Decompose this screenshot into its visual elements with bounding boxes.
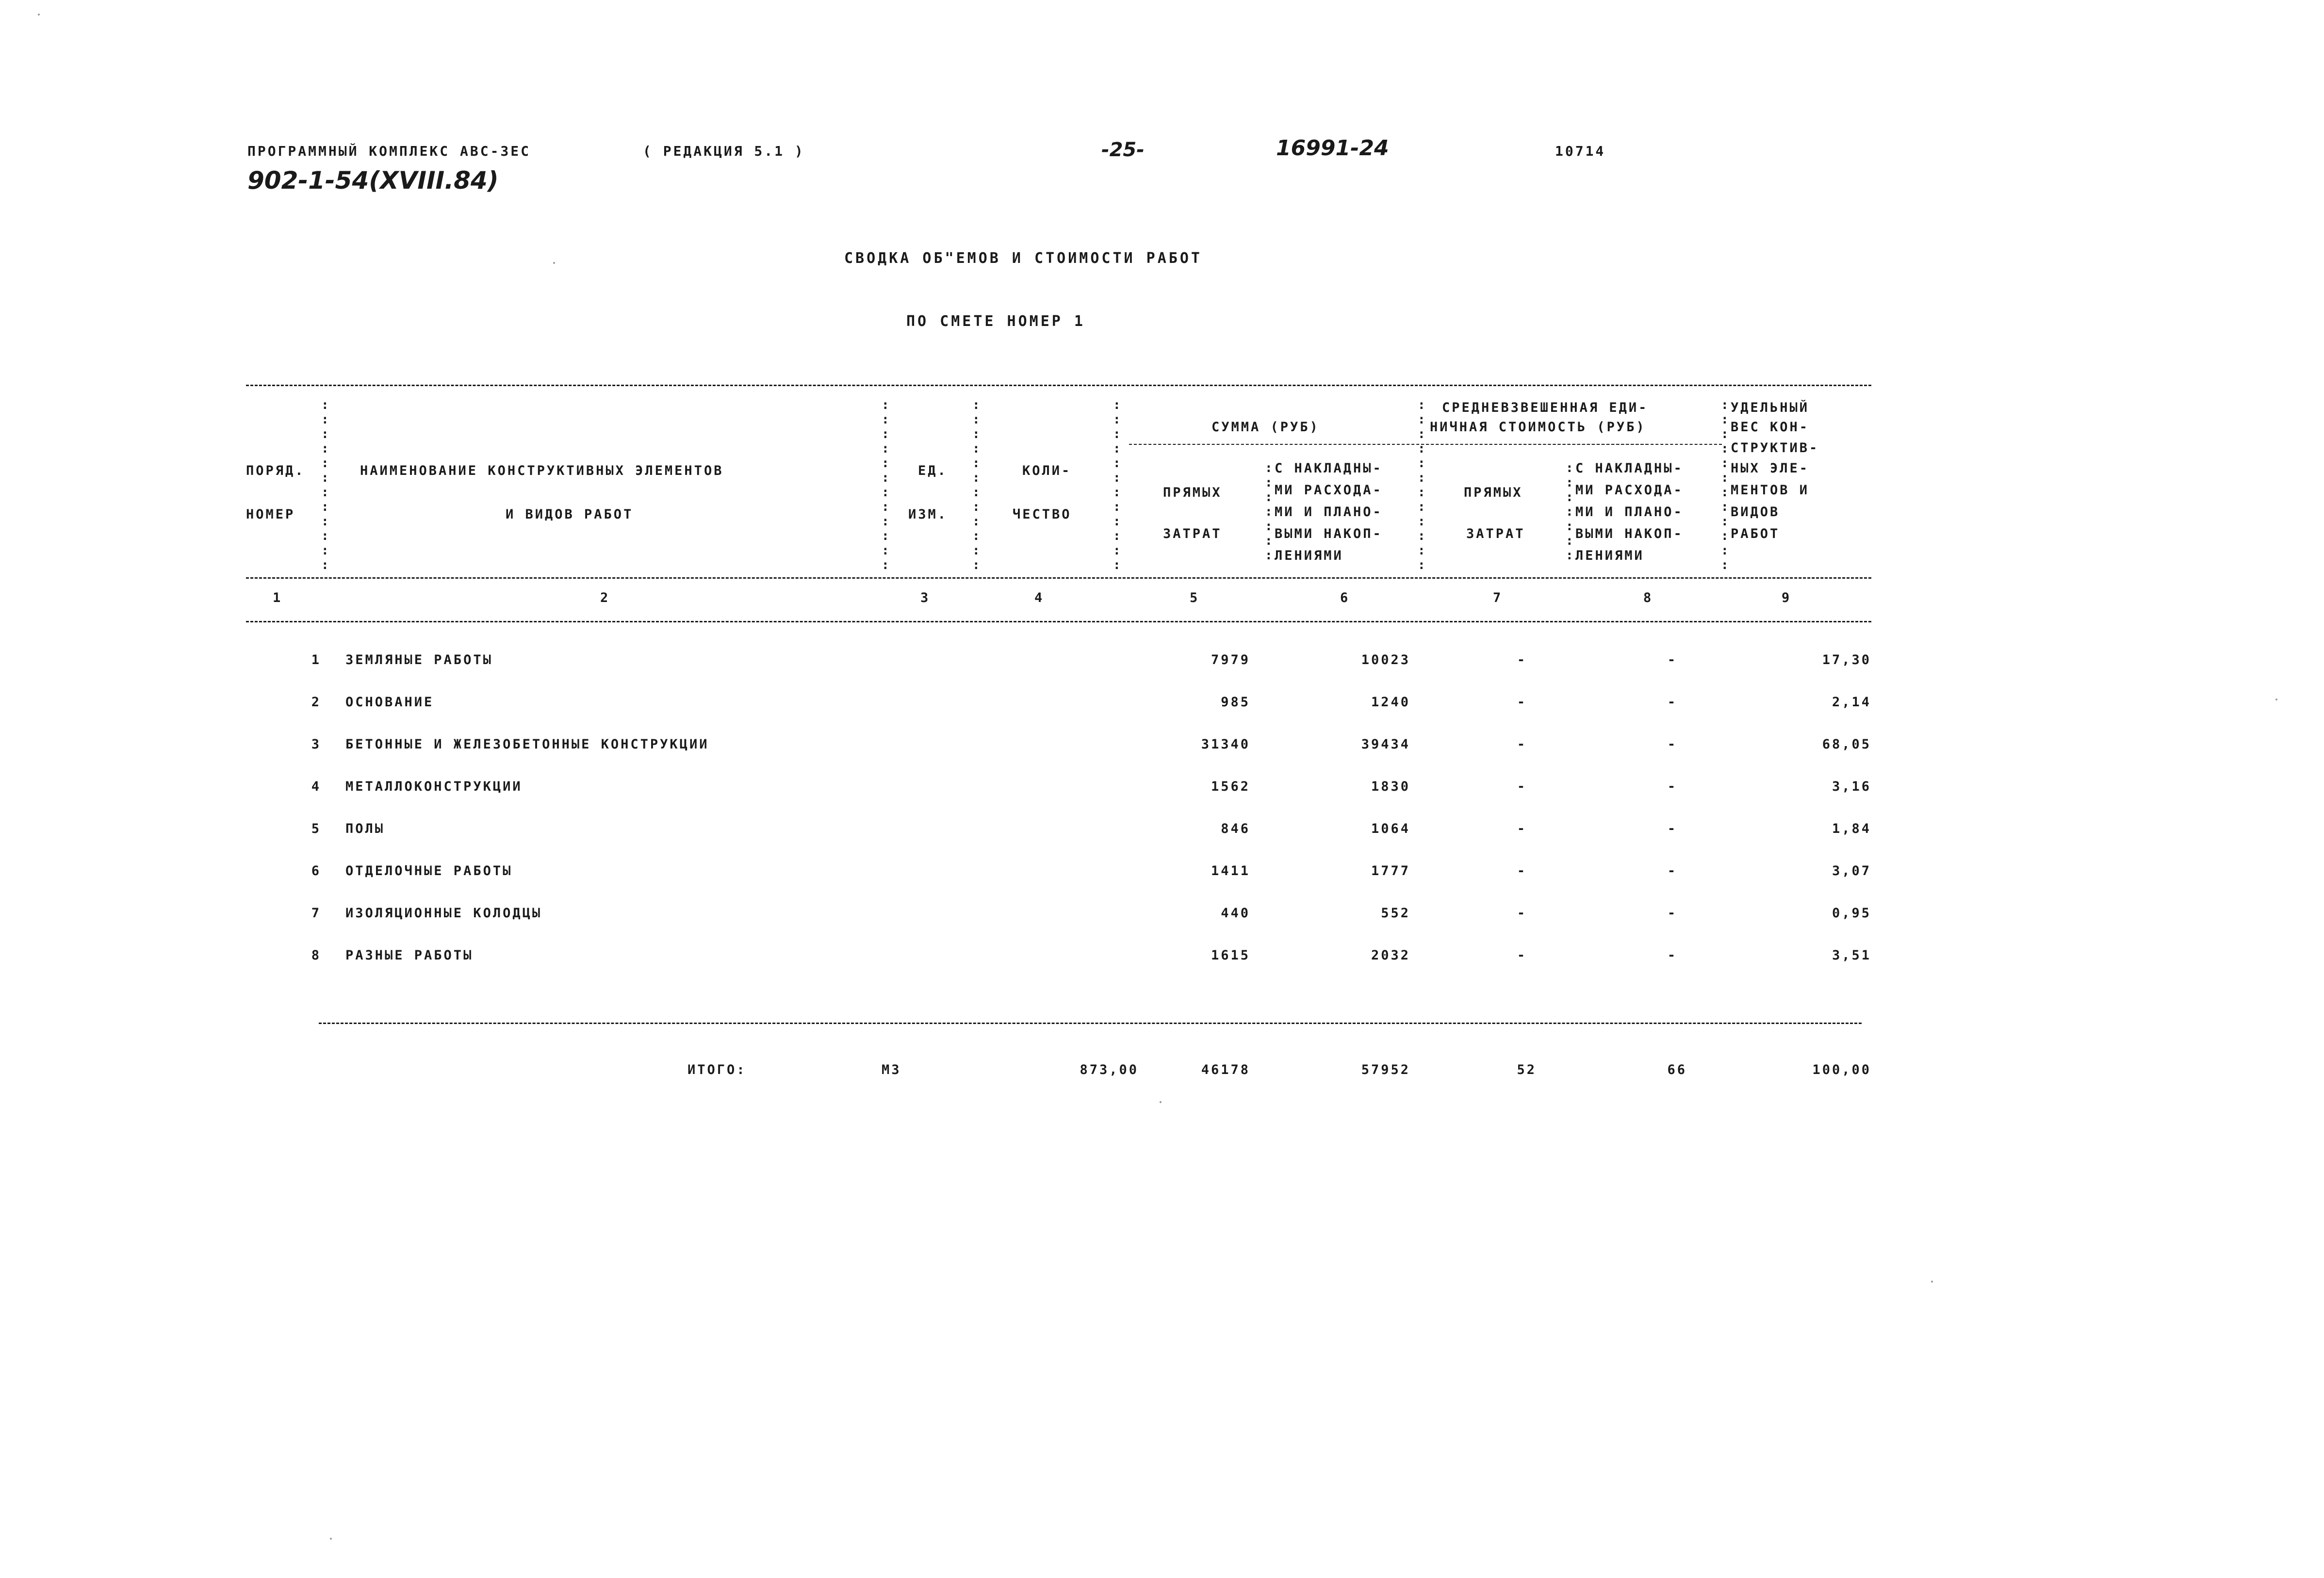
col4-header-line2: ЧЕСТВО [1013, 507, 1072, 522]
col9-header-line5: МЕНТОВ И [1731, 483, 1810, 498]
row-avg-direct: - [1517, 695, 1527, 710]
row-number: 8 [311, 948, 321, 963]
col8-header-line5: ЛЕНИЯМИ [1575, 548, 1644, 563]
row-avg-direct: - [1517, 906, 1527, 921]
row-avg-direct: - [1517, 652, 1527, 667]
row-overhead-cost: 1240 [1371, 695, 1410, 710]
total-overhead: 57952 [1361, 1062, 1410, 1077]
row-avg-overhead: - [1667, 737, 1678, 752]
row-number: 2 [311, 695, 321, 710]
row-share: 68,05 [1822, 737, 1871, 752]
row-name: ПОЛЫ [345, 821, 385, 836]
edition-label: ( РЕДАКЦИЯ 5.1 ) [643, 143, 805, 159]
document-code: 10714 [1555, 143, 1606, 159]
row-avg-direct: - [1517, 863, 1527, 878]
col5-header-line1: ПРЯМЫХ [1163, 485, 1222, 500]
col9-header-line2: ВЕС КОН- [1731, 420, 1810, 435]
row-avg-overhead: - [1667, 779, 1678, 794]
col3-header-line1: ЕД. [918, 463, 948, 478]
row-overhead-cost: 2032 [1371, 948, 1410, 963]
total-avg-direct: 52 [1517, 1062, 1537, 1077]
row-number: 5 [311, 821, 321, 836]
row-direct-cost: 1562 [1211, 779, 1250, 794]
row-direct-cost: 1411 [1211, 863, 1250, 878]
col5-header-line2: ЗАТРАТ [1163, 526, 1222, 541]
scan-speck [553, 262, 555, 264]
program-name: ПРОГРАММНЫЙ КОМПЛЕКС АВС-3ЕС [247, 143, 531, 159]
document-number: 16991-24 [1276, 136, 1389, 161]
col6-header-line4: ВЫМИ НАКОП- [1275, 526, 1383, 541]
report-subtitle: ПО СМЕТЕ НОМЕР 1 [906, 313, 1085, 330]
col-number-4: 4 [1034, 590, 1045, 605]
row-avg-overhead: - [1667, 821, 1678, 836]
project-number: 902-1-54(XVIII.84) [247, 166, 499, 195]
col2-header-line2: И ВИДОВ РАБОТ [506, 507, 634, 522]
col9-header-line7: РАБОТ [1731, 526, 1780, 541]
col6-header-line5: ЛЕНИЯМИ [1275, 548, 1343, 563]
row-overhead-cost: 1777 [1371, 863, 1410, 878]
row-number: 6 [311, 863, 321, 878]
avg-group-header-line2: НИЧНАЯ СТОИМОСТЬ (РУБ) [1430, 420, 1646, 435]
row-overhead-cost: 1064 [1371, 821, 1410, 836]
scan-speck [38, 14, 40, 16]
total-label: ИТОГО: [687, 1062, 747, 1077]
report-title: СВОДКА ОБ"ЕМОВ И СТОИМОСТИ РАБОТ [844, 250, 1202, 267]
col-number-7: 7 [1493, 590, 1503, 605]
row-direct-cost: 440 [1221, 906, 1250, 921]
scan-speck [1160, 1101, 1162, 1103]
col-number-5: 5 [1190, 590, 1200, 605]
column-numbers-rule [246, 621, 1871, 622]
col9-header-line4: НЫХ ЭЛЕ- [1731, 461, 1810, 476]
col7-header-line1: ПРЯМЫХ [1464, 485, 1523, 500]
header-bottom-rule [246, 577, 1871, 579]
col-number-8: 8 [1643, 590, 1653, 605]
row-avg-overhead: - [1667, 652, 1678, 667]
summary-table [246, 378, 1871, 1091]
row-avg-overhead: - [1667, 695, 1678, 710]
row-number: 4 [311, 779, 321, 794]
col8-header-line4: ВЫМИ НАКОП- [1575, 526, 1684, 541]
row-avg-overhead: - [1667, 948, 1678, 963]
col-number-9: 9 [1782, 590, 1792, 605]
col-separator: : : : : : : : [1265, 461, 1273, 563]
row-name: ОСНОВАНИЕ [345, 695, 434, 710]
col-separator: : : : : : : : : : : : : [1418, 398, 1425, 572]
row-name: ЗЕМЛЯНЫЕ РАБОТЫ [345, 652, 493, 667]
col9-header-line3: СТРУКТИВ- [1731, 440, 1819, 456]
total-quantity: 873,00 [1080, 1062, 1139, 1077]
scan-speck [330, 1538, 332, 1540]
col7-header-line2: ЗАТРАТ [1466, 526, 1525, 541]
row-avg-direct: - [1517, 779, 1527, 794]
total-rule [319, 1023, 1862, 1024]
total-avg-overhead: 66 [1667, 1062, 1687, 1077]
row-name: ОТДЕЛОЧНЫЕ РАБОТЫ [345, 863, 513, 878]
row-share: 0,95 [1832, 906, 1871, 921]
row-number: 1 [311, 652, 321, 667]
total-unit: М3 [882, 1062, 901, 1077]
col3-header-line2: ИЗМ. [908, 507, 948, 522]
col8-header-line3: МИ И ПЛАНО- [1575, 504, 1684, 520]
row-overhead-cost: 552 [1381, 906, 1410, 921]
row-share: 3,16 [1832, 779, 1871, 794]
col6-header-line2: МИ РАСХОДА- [1275, 483, 1383, 498]
row-name: МЕТАЛЛОКОНСТРУКЦИИ [345, 779, 523, 794]
row-overhead-cost: 1830 [1371, 779, 1410, 794]
col-number-2: 2 [600, 590, 610, 605]
avg-group-header-line1: СРЕДНЕВЗВЕШЕННАЯ ЕДИ- [1442, 400, 1649, 415]
row-direct-cost: 846 [1221, 821, 1250, 836]
row-direct-cost: 985 [1221, 695, 1250, 710]
col-separator: : : : : : : : : : : : : [882, 398, 889, 572]
row-overhead-cost: 10023 [1361, 652, 1410, 667]
row-number: 7 [311, 906, 321, 921]
page-number: -25- [1101, 139, 1145, 161]
row-overhead-cost: 39434 [1361, 737, 1410, 752]
table-top-rule [246, 385, 1871, 386]
col-separator: : : : : : : : [1566, 461, 1573, 563]
col-separator: : : : : : : : : : : : : [321, 398, 329, 572]
row-avg-direct: - [1517, 737, 1527, 752]
col-separator: : : : : : : : : : : : : [1721, 398, 1729, 572]
row-share: 17,30 [1822, 652, 1871, 667]
scan-speck [1931, 1281, 1933, 1283]
col-number-1: 1 [273, 590, 283, 605]
col-separator: : : : : : : : : : : : : [1113, 398, 1121, 572]
col-number-3: 3 [920, 590, 931, 605]
row-avg-direct: - [1517, 948, 1527, 963]
row-name: РАЗНЫЕ РАБОТЫ [345, 948, 474, 963]
row-direct-cost: 1615 [1211, 948, 1250, 963]
row-direct-cost: 7979 [1211, 652, 1250, 667]
row-avg-direct: - [1517, 821, 1527, 836]
col9-header-line6: ВИДОВ [1731, 504, 1780, 520]
row-avg-overhead: - [1667, 863, 1678, 878]
col9-header-line1: УДЕЛЬНЫЙ [1731, 400, 1810, 415]
col6-header-line1: С НАКЛАДНЫ- [1275, 461, 1383, 476]
col2-header-line1: НАИМЕНОВАНИЕ КОНСТРУКТИВНЫХ ЭЛЕМЕНТОВ [360, 463, 724, 478]
row-share: 3,07 [1832, 863, 1871, 878]
row-share: 3,51 [1832, 948, 1871, 963]
col-separator: : : : : : : : : : : : : [972, 398, 980, 572]
sum-group-header: СУММА (РУБ) [1211, 420, 1320, 435]
row-avg-overhead: - [1667, 906, 1678, 921]
col1-header-line1: ПОРЯД. [246, 463, 305, 478]
total-direct: 46178 [1201, 1062, 1250, 1077]
col6-header-line3: МИ И ПЛАНО- [1275, 504, 1383, 520]
col4-header-line1: КОЛИ- [1022, 463, 1072, 478]
total-share: 100,00 [1812, 1062, 1871, 1077]
group-rule-avg [1421, 444, 1722, 445]
row-direct-cost: 31340 [1201, 737, 1250, 752]
col-number-6: 6 [1340, 590, 1350, 605]
row-number: 3 [311, 737, 321, 752]
scan-speck [2275, 699, 2277, 700]
col8-header-line2: МИ РАСХОДА- [1575, 483, 1684, 498]
row-share: 1,84 [1832, 821, 1871, 836]
col8-header-line1: С НАКЛАДНЫ- [1575, 461, 1684, 476]
row-share: 2,14 [1832, 695, 1871, 710]
row-name: ИЗОЛЯЦИОННЫЕ КОЛОДЦЫ [345, 906, 542, 921]
row-name: БЕТОННЫЕ И ЖЕЛЕЗОБЕТОННЫЕ КОНСТРУКЦИИ [345, 737, 709, 752]
col1-header-line2: НОМЕР [246, 507, 295, 522]
